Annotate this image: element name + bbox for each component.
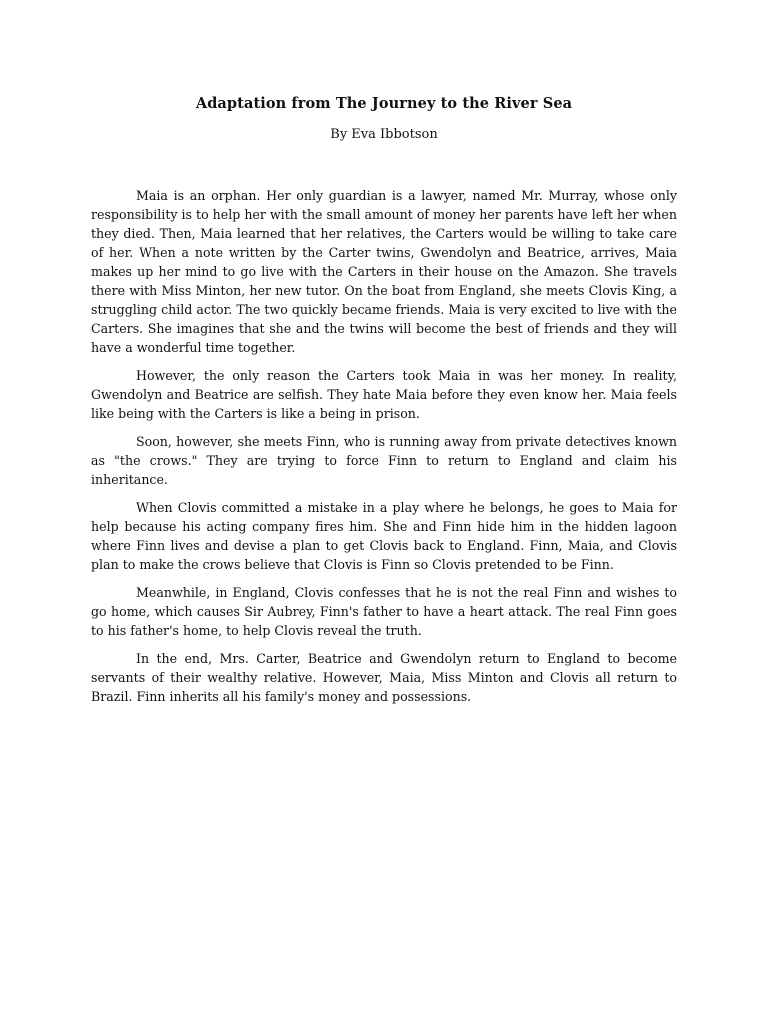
paragraph-4: When Clovis committed a mistake in a play where he belongs, he goes to Maia for help because his acting company fires him. She and Finn hide him in the hidden lagoon where Finn lives and devise a plan to get Clovis back to England. Finn, Maia, and Clovis plan to make the crows believe that Clovis is Finn so Clovis pretended to be Finn. (91, 500, 677, 572)
document-body (91, 186, 677, 715)
paragraph-6: In the end, Mrs. Carter, Beatrice and Gwendolyn return to England to become servants of their wealthy relative. However, Maia, Miss Minton and Clovis all return to Brazil. Finn inherits all his family's money and possessions. (91, 651, 677, 704)
document-title: Adaptation from The Journey to the River Sea (195, 95, 573, 112)
paragraph-3: Soon, however, she meets Finn, who is running away from private detectives known as "the crows." They are trying to force Finn to return to England and claim his inheritance. (91, 434, 677, 487)
author-byline: By Eva Ibbotson (330, 127, 438, 142)
paragraph-2: However, the only reason the Carters took Maia in was her money. In reality, Gwendolyn and Beatrice are selfish. They hate Maia before they even know her. Maia feels like being with the Carters is like a being in prison. (91, 368, 677, 421)
paragraph-1: Maia is an orphan. Her only guardian is a lawyer, named Mr. Murray, whose only responsibility is to help her with the small amount of money her parents have left her when they died. Then, Maia learned that her relatives, the Carters would be willing to take care of her. When a note written by the Carter twins, Gwendolyn and Beatrice, arrives, Maia makes up her mind to go live with the Carters in their house on the Amazon. She travels there with Miss Minton, her new tutor. On the boat from England, she meets Clovis King, a struggling child actor. The two quickly became friends. Maia is very excited to live with the Carters. She imagines that she and the twins will become the best of friends and they will have a wonderful time together. (91, 188, 677, 355)
paragraph-5: Meanwhile, in England, Clovis confesses that he is not the real Finn and wishes to go home, which causes Sir Aubrey, Finn's father to have a heart attack. The real Finn goes to his father's home, to help Clovis reveal the truth. (91, 585, 677, 638)
